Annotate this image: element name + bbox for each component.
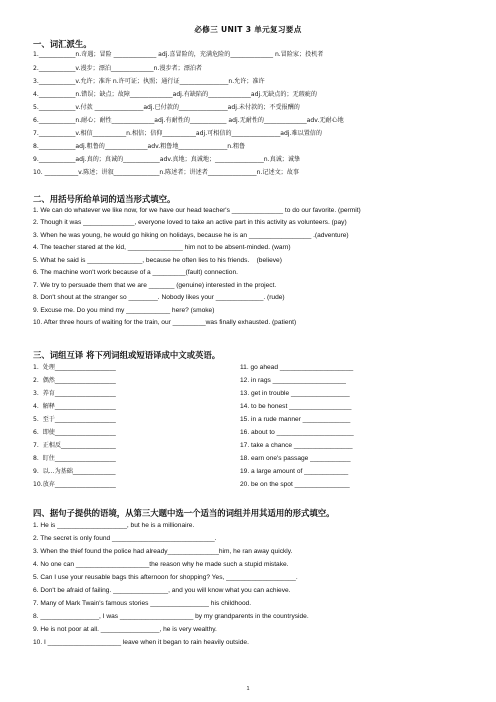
context-line: 5. Can I use your reusable bags this afternoon for shopping? Yes, ___________________. xyxy=(33,574,298,581)
fill-line: 5. What he said is _______________, because he often lies to his friends. (believe) xyxy=(33,257,282,264)
phrase-left: 10.放弃____________________ xyxy=(33,481,116,488)
vocab-line: 8.____________adj.粗鲁的______________adv.粗鲁地________________n.粗鲁 xyxy=(33,143,246,150)
phrase-right: 17. take a chance ________________ xyxy=(240,442,353,449)
context-line: 9. He is not poor at all. ________________, he is very wealthy. xyxy=(33,626,217,633)
vocab-line: 2.____________v.漫步；漂泊______________n.漫步者；漂泊者 xyxy=(33,65,203,72)
fill-line: 4. The teacher stared at the kid, _______________ him not to be absent-minded. (warn) xyxy=(33,244,291,251)
context-line: 1. He is ___________________, but he is a millionaire. xyxy=(33,522,195,529)
fill-line: 2. Though it was ______________, everyone loved to take an active part in this activity as volunteers. (pay) xyxy=(33,219,347,226)
vocab-line: 3.____________v.允许；准许 n.许可证；执照；通行证________________n.允许；准许 xyxy=(33,78,265,85)
context-line: 10. I ____________________ leave when it began to rain heavily outside. xyxy=(33,639,249,646)
phrase-left: 4. 解释____________________ xyxy=(33,403,116,410)
fill-line: 6. The machine won't work because of a _________(fault) connection. xyxy=(33,269,238,276)
vocab-line: 10. ___________v.陈述；讲叙_______________n.陈述者；讲述者________________n.记述文；故事 xyxy=(33,169,299,176)
fill-line: 3. When he was young, he would go hiking on holidays, because he is an _________________ .(adventure) xyxy=(33,232,349,239)
context-line: 3. When the thief found the police had already______________him, he ran away quickly. xyxy=(33,548,293,555)
vocab-line: 9.____________adj.真的；真诚的____________adv.真地；真诚地；________________n.真诚；诚挚 xyxy=(33,156,301,163)
context-line: 6. Don't be afraid of failing. _______________, and you will know what you can achieve. xyxy=(33,587,291,594)
phrase-right: 13. get in trouble ________________ xyxy=(240,390,350,397)
fill-line: 9. Excuse me. Do you mind my ____________ here? (smoke) xyxy=(33,307,215,314)
phrase-right: 11. go ahead ____________________ xyxy=(240,364,354,371)
context-line: 8. ________________, I was ____________________ by my grandparents in the countryside. xyxy=(33,613,309,620)
section2-heading: 二、用括号所给单词的适当形式填空。 xyxy=(33,194,176,204)
fill-line: 1. We can do whatever we like now, for we have our head teacher's ______________ to do our favorite. (permit) xyxy=(33,207,361,214)
phrase-right: 16. about to _____________________ xyxy=(240,429,354,436)
fill-line: 10. After three hours of waiting for the train, our _________was finally exhausted. (patient) xyxy=(33,319,297,326)
context-line: 4. No one can ____________________the reason why he made such a stupid mistake. xyxy=(33,561,289,568)
phrase-left: 2. 偶然____________________ xyxy=(33,377,116,384)
section1-heading: 一、词汇派生。 xyxy=(33,39,92,49)
phrase-left: 1. 处理____________________ xyxy=(33,364,116,371)
phrase-right: 12. in rags ____________________ xyxy=(240,377,346,384)
phrase-left: 3. 养育____________________ xyxy=(33,390,116,397)
page-number: 1 xyxy=(246,686,250,692)
document-title: 必修三 UNIT 3 单元复习要点 xyxy=(194,25,302,34)
vocab-line: 5.____________v.付款 ________________adj.已付款的________________adj.未付款的；不受报酬的 xyxy=(33,104,300,111)
vocab-line: 4.____________n.错误；缺点；故障______________adj.有缺陷的______________adj.无缺点的；无瑕疵的 xyxy=(33,91,317,98)
context-line: 2. The secret is only found ____________________________. xyxy=(33,535,217,542)
context-line: 7. Many of Mark Twain's famous stories ________________ his childhood. xyxy=(33,600,252,607)
phrase-left: 7. 正相反__________________ xyxy=(33,442,116,449)
fill-line: 8. Don't shout at the stranger so ________. Nobody likes your _____________. (rude) xyxy=(33,294,285,301)
vocab-line: 7.____________v.相信___________n.相信；信仰___________adj.可相信的________________adj.难以置信的 xyxy=(33,130,322,137)
vocab-line: 1.____________n.奇遇；冒险 ______________ adj.喜冒险的，充满危险的______________ n.冒险家；投机者 xyxy=(33,51,324,58)
phrase-right: 19. a large amount of ____________ xyxy=(240,468,349,475)
phrase-right: 14. to be honest _________________ xyxy=(240,403,352,410)
phrase-left: 8. 盯住____________________ xyxy=(33,455,116,462)
phrase-left: 6. 即使____________________ xyxy=(33,429,116,436)
phrase-right: 18. earn one's passage ___________ xyxy=(240,455,351,462)
section3-heading: 三、词组互译 将下列词组或短语译成中文或英语。 xyxy=(33,350,221,360)
phrase-right: 20. be on the spot _______________ xyxy=(240,481,350,488)
vocab-line: 6.____________n.耐心；耐性______________adj.有耐性的____________ adj.无耐性的______________adv.无耐心地 xyxy=(33,117,344,124)
phrase-left: 9. 以...为基础______________ xyxy=(33,468,116,475)
phrase-left: 5. 至于____________________ xyxy=(33,416,116,423)
phrase-right: 15. in a rude manner _____________ xyxy=(240,416,351,423)
fill-line: 7. We try to persuade them that we are _______ (genuine) interested in the project. xyxy=(33,282,277,289)
section4-heading: 四、据句子提供的语境，从第三大题中选一个适当的词组并用其适用的形式填空。 xyxy=(33,508,335,518)
